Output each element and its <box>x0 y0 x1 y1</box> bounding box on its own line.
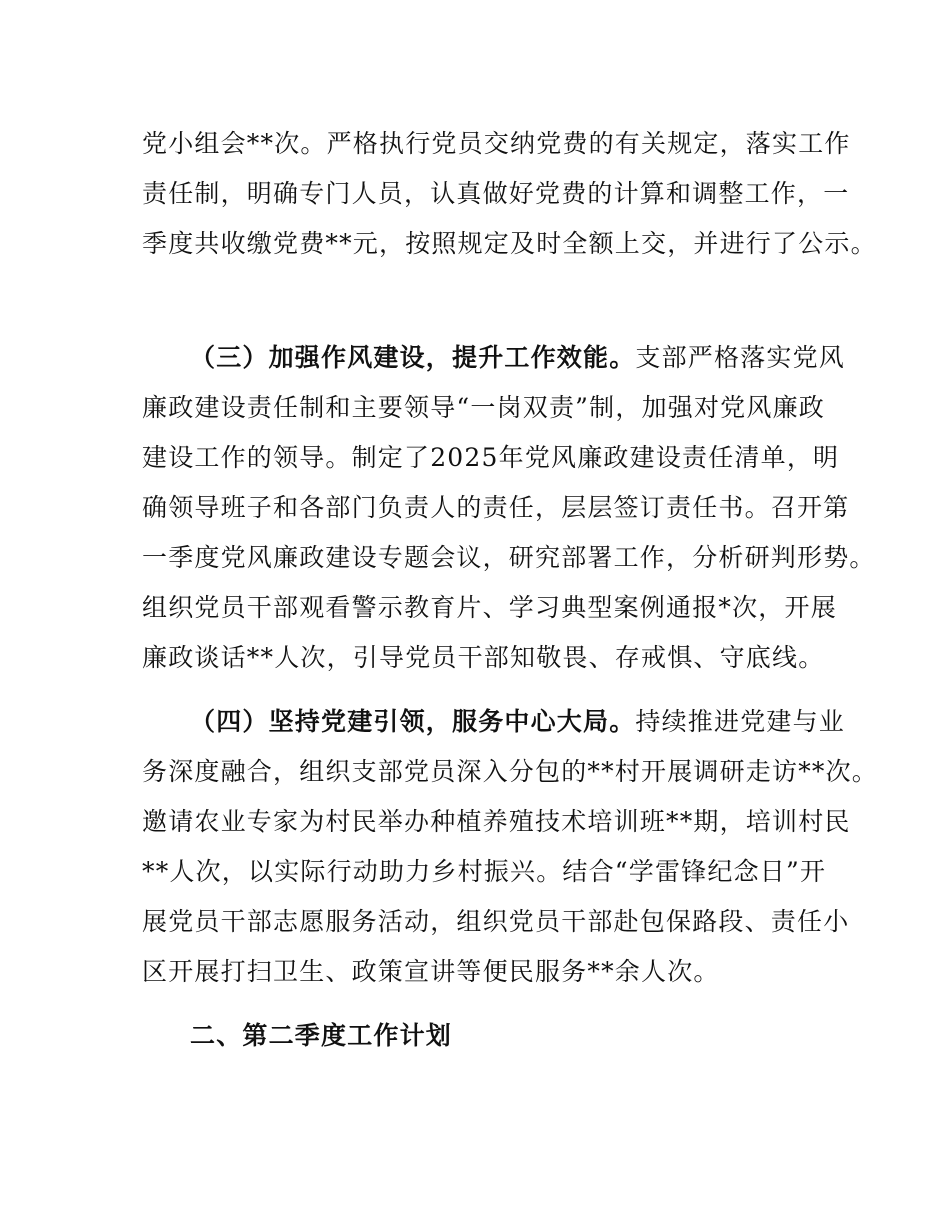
paragraph-3-line-6: 区开展打扫卫生、政策宣讲等便民服务**余人次。 <box>142 957 720 986</box>
paragraph-2-line-5: 一季度党风廉政建设专题会议，研究部署工作，分析研判形势。 <box>142 543 876 572</box>
paragraph-1-line-2: 责任制，明确专门人员，认真做好党费的计算和调整工作，一 <box>142 179 850 208</box>
paragraph-2-line-7: 廉政谈话**人次，引导党员干部知敬畏、存戒惧、守底线。 <box>142 643 825 672</box>
paragraph-3-line-3: 邀请农业专家为村民举办种植养殖技术培训班**期，培训村民 <box>142 807 851 836</box>
paragraph-2-first-line-text: 支部严格落实党风 <box>635 343 846 372</box>
paragraph-2-first-line <box>190 332 890 384</box>
paragraph-3-heading: （四）坚持党建引领，服务中心大局。 <box>190 707 636 736</box>
paragraph-2-heading: （三）加强作风建设，提升工作效能。 <box>190 343 636 372</box>
paragraph-3-line-5: 展党员干部志愿服务活动，组织党员干部赴包保路段、责任小 <box>142 907 850 936</box>
paragraph-2-line-2: 廉政建设责任制和主要领导“一岗双责”制，加强对党风廉政 <box>142 393 825 422</box>
paragraph-3-first-line <box>190 696 890 748</box>
section-heading: 二、第二季度工作计划 <box>190 1021 453 1050</box>
paragraph-1-line-1: 党小组会**次。严格执行党员交纳党费的有关规定，落实工作 <box>142 129 851 158</box>
paragraph-2-line-3: 建设工作的领导。制定了2025年党风廉政建设责任清单，明 <box>142 443 840 472</box>
paragraph-2-line-6: 组织党员干部观看警示教育片、学习典型案例通报*次，开展 <box>142 593 837 622</box>
paragraph-2-line-4: 确领导班子和各部门负责人的责任，层层签订责任书。召开第 <box>142 493 850 522</box>
paragraph-3-first-line-text: 持续推进党建与业 <box>635 707 846 736</box>
paragraph-1-line-3: 季度共收缴党费**元，按照规定及时全额上交，并进行了公示。 <box>142 229 877 258</box>
paragraph-3-line-4: **人次，以实际行动助力乡村振兴。结合“学雷锋纪念日”开 <box>142 857 827 886</box>
paragraph-3-line-2: 务深度融合，组织支部党员深入分包的**村开展调研走访**次。 <box>142 757 879 786</box>
